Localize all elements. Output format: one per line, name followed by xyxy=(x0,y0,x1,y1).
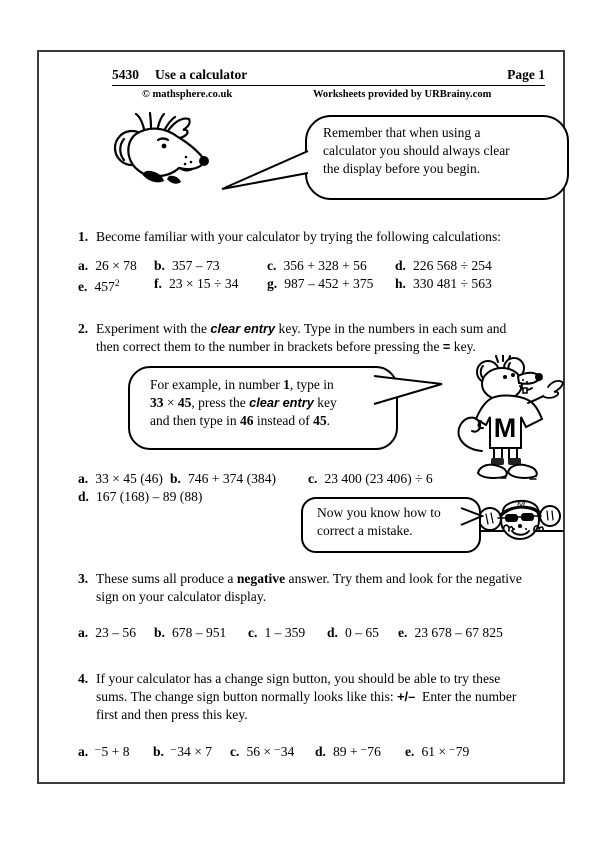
sum-item: c. 23 400 (23 406) ÷ 6 xyxy=(308,471,433,486)
sum-item: b. 357 – 73 xyxy=(154,258,220,273)
speech-bubble-tail xyxy=(368,372,446,410)
negative-sign: – xyxy=(274,744,280,755)
negative-sign: – xyxy=(449,744,455,755)
mouse-head-cartoon xyxy=(106,112,210,196)
exponent: 2 xyxy=(114,279,120,289)
sum-item: a. 33 × 45 (46) xyxy=(78,471,163,486)
sum-item: b. 746 + 374 (384) xyxy=(170,471,277,486)
doc-title: Use a calculator xyxy=(155,67,248,82)
question-2-sums-row-1 xyxy=(78,470,548,488)
sum-item: e. 61 × –79 xyxy=(405,744,470,759)
provider-text: Worksheets provided by URBrainy.com xyxy=(313,89,492,100)
question-prompt-line: Experiment with the clear entry key. Type in the numbers in each sum and xyxy=(96,321,507,336)
bubble-line: correct a mistake. xyxy=(317,523,413,538)
sum-item: a. 26 × 78 xyxy=(78,258,137,273)
sum-item: b. 678 – 951 xyxy=(154,625,227,640)
sum-item: a. –5 + 8 xyxy=(78,744,130,759)
intro-speech-bubble xyxy=(305,115,569,200)
clear-entry-key-label: clear entry xyxy=(249,395,314,410)
bubble-line: Now you know how to xyxy=(317,505,441,520)
question-1-sums xyxy=(78,257,548,296)
peering-mouse-cartoon xyxy=(478,492,564,550)
negative-sign: – xyxy=(361,744,367,755)
question-number: 4. xyxy=(78,671,89,686)
header-row xyxy=(112,67,545,86)
sum-item: e. $457^2$ xyxy=(78,279,120,294)
equals-key-label: = xyxy=(442,339,451,354)
question-3 xyxy=(78,570,546,606)
bubble-line: the display before you begin. xyxy=(323,161,481,176)
question-prompt: Become familiar with your calculator by trying the following calculations: xyxy=(96,229,502,244)
correct-mistake-speech-bubble xyxy=(301,497,481,553)
sum-item: d. 89 + –76 xyxy=(315,744,381,759)
sum-item: c. 1 – 359 xyxy=(248,625,306,640)
sum-item: c. 56 × –34 xyxy=(230,744,295,759)
sum-item: d. 167 (168) – 89 (88) xyxy=(78,489,203,504)
shirt-letter: M xyxy=(493,413,517,443)
negative-sign: – xyxy=(95,744,101,755)
change-sign-key-label: +/– xyxy=(397,689,416,704)
page-number: Page 1 xyxy=(507,67,545,82)
bubble-line: 33 × 45, press the clear entry key xyxy=(150,395,337,410)
speech-bubble-tail xyxy=(458,505,484,529)
sum-item: b. –34 × 7 xyxy=(153,744,213,759)
question-2-sums-row-2 xyxy=(78,488,202,506)
question-prompt-line: sign on your calculator display. xyxy=(96,589,267,604)
speech-bubble-tail xyxy=(220,147,310,193)
question-4 xyxy=(78,670,546,724)
bubble-line: For example, in number 1, type in xyxy=(150,377,334,392)
bubble-line: Remember that when using a xyxy=(323,125,481,140)
copyright-text: © mathsphere.co.uk xyxy=(142,89,233,100)
question-prompt-line: sums. The change sign button normally looks like this: +/– Enter the number xyxy=(96,689,517,704)
sum-item: c. 356 + 328 + 56 xyxy=(267,258,367,273)
sum-item: g. 987 – 452 + 375 xyxy=(267,276,374,291)
question-prompt-line: These sums all produce a negative answer. Try them and look for the negative xyxy=(96,571,522,586)
question-prompt-line: If your calculator has a change sign button, you should be able to try these xyxy=(96,671,501,686)
question-3-sums xyxy=(78,624,548,642)
doc-code: 5430 xyxy=(112,67,139,82)
sum-item: a. 23 – 56 xyxy=(78,625,136,640)
question-1 xyxy=(78,228,546,246)
bubble-line: and then type in 46 instead of 45. xyxy=(150,413,330,428)
question-number: 2. xyxy=(78,321,89,336)
cap-letter: M xyxy=(516,499,526,510)
sum-item: e. 23 678 – 67 825 xyxy=(398,625,503,640)
clear-entry-key-label: clear entry xyxy=(210,321,276,336)
sum-item: d. 0 – 65 xyxy=(327,625,379,640)
sum-item: f. 23 × 15 ÷ 34 xyxy=(154,276,239,291)
question-4-sums xyxy=(78,741,548,761)
question-prompt-line: first and then press this key. xyxy=(96,707,248,722)
bubble-line: calculator you should always clear xyxy=(323,143,510,158)
question-number: 3. xyxy=(78,571,89,586)
mouse-mascot-cartoon xyxy=(448,355,565,481)
sum-item: d. 226 568 ÷ 254 xyxy=(395,258,492,273)
negative-sign: – xyxy=(170,744,177,755)
question-prompt-line: then correct them to the number in brackets before pressing the = key. xyxy=(96,339,476,354)
sum-item: h. 330 481 ÷ 563 xyxy=(395,276,492,291)
example-speech-bubble xyxy=(128,366,398,450)
question-2 xyxy=(78,320,546,356)
header-title-group xyxy=(112,67,247,83)
question-number: 1. xyxy=(78,229,89,244)
